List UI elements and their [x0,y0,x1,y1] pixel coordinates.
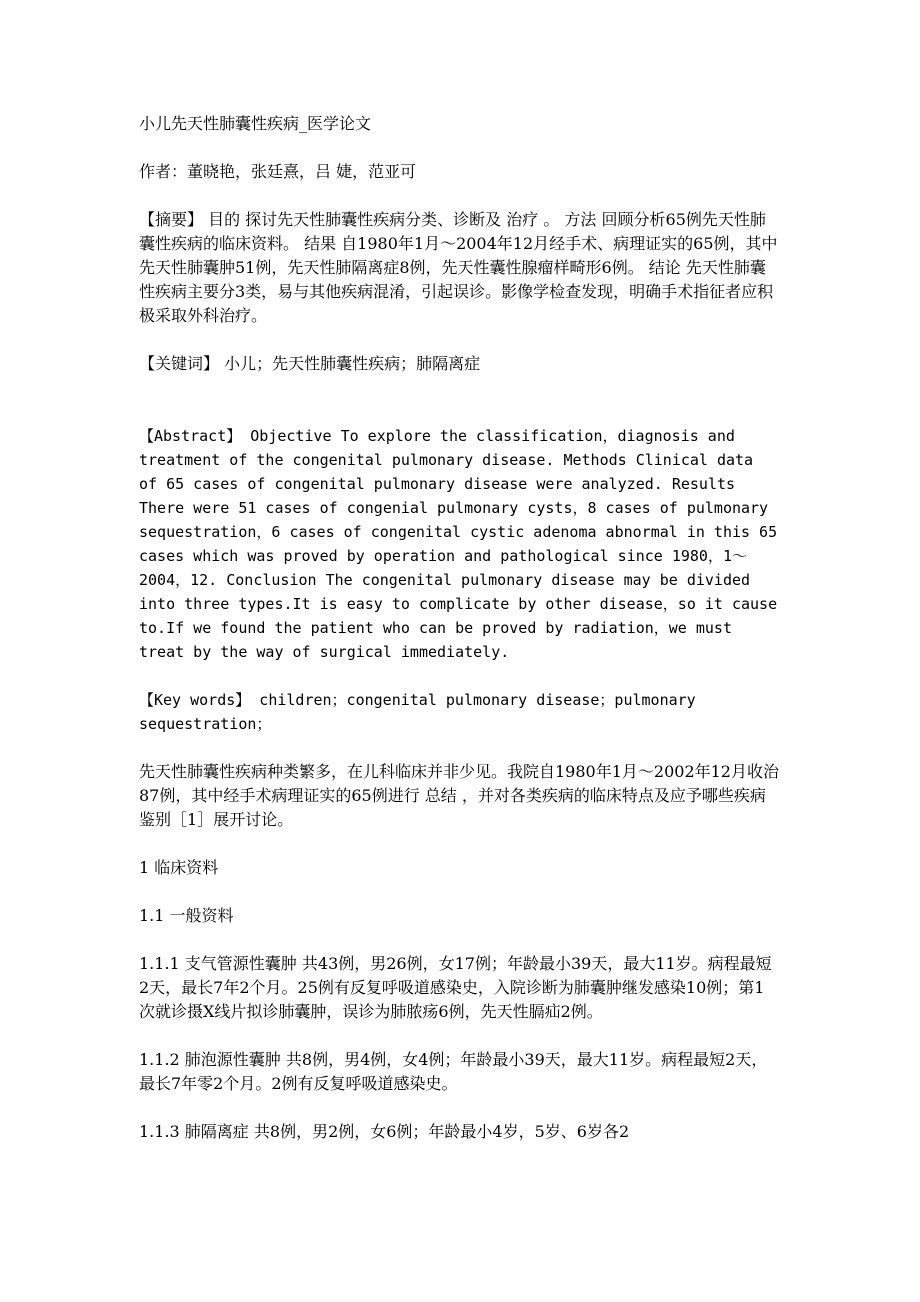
paragraph-1-1-3: 1.1.3 肺隔离症 共8例，男2例，女6例；年龄最小4岁，5岁、6岁各2 [139,1122,630,1141]
spacer [139,400,779,424]
abstract-chinese: 【摘要】 目的 探讨先天性肺囊性疾病分类、诊断及 治疗 。 方法 回顾分析65例先天性肺囊性疾病的临床资料。 结果 自1980年1月～2004年12月经手术、病理证实的65例，其中先天性肺囊肿51例，先天性肺隔离症8例，先天性囊性腺瘤样畸形6例。 结论 先天性肺囊性疾病主要分3类，易与其他疾病混淆，引起误诊。影像学检查发现，明确手术指征者应积极采取外科治疗。 [139,210,778,325]
keywords-english: 【Key words】 children；congenital pulmonary disease；pulmonary sequestration； [139,691,696,733]
abstract-english: 【Abstract】 Objective To explore the classification，diagnosis and treatment of the congenital pulmonary disease. Methods Clinical data of 65 cases of congenital pulmonary disease were analyzed. Results There were 51 cases of congenial pulmonary cysts，8 cases of pulmonary sequestration，6 cases of congenital cystic adenoma abnormal in this 65 cases which was proved by operation and pathological since 1980，1～2004，12. Conclusion The congenital pulmonary disease may be divided into three types.It is easy to complicate by other disease，so it cause to.If we found the patient who can be proved by radiation，we must treat by the way of surgical immediately. [139,427,778,661]
document-page [139,112,779,1168]
paragraph-1-1-2: 1.1.2 肺泡源性囊肿 共8例，男4例，女4例；年龄最小39天，最大11岁。病程最短2天，最长7年零2个月。2例有反复呼吸道感染史。 [139,1050,768,1093]
paragraph-1-1-1: 1.1.1 支气管源性囊肿 共43例，男26例，女17例；年龄最小39天，最大11岁。病程最短2天，最长7年2个月。25例有反复呼吸道感染史，入院诊断为肺囊肿继发感染10例；第1次就诊摄X线片拟诊肺囊肿，误诊为肺脓疡6例，先天性膈疝2例。 [139,954,772,1021]
document-title: 小儿先天性肺囊性疾病_医学论文 [139,114,372,133]
intro-paragraph: 先天性肺囊性疾病种类繁多，在儿科临床并非少见。我院自1980年1月～2002年12月收治87例，其中经手术病理证实的65例进行 总结 ，并对各类疾病的临床特点及应予哪些疾病鉴别［1］展开讨论。 [139,762,779,829]
section-heading-1-1: 1.1 一般资料 [139,906,234,925]
section-heading-1: 1 临床资料 [139,858,219,877]
keywords-chinese: 【关键词】 小儿；先天性肺囊性疾病；肺隔离症 [139,354,481,373]
author-line: 作者：董晓艳，张廷熹，吕 婕，范亚可 [139,162,417,181]
